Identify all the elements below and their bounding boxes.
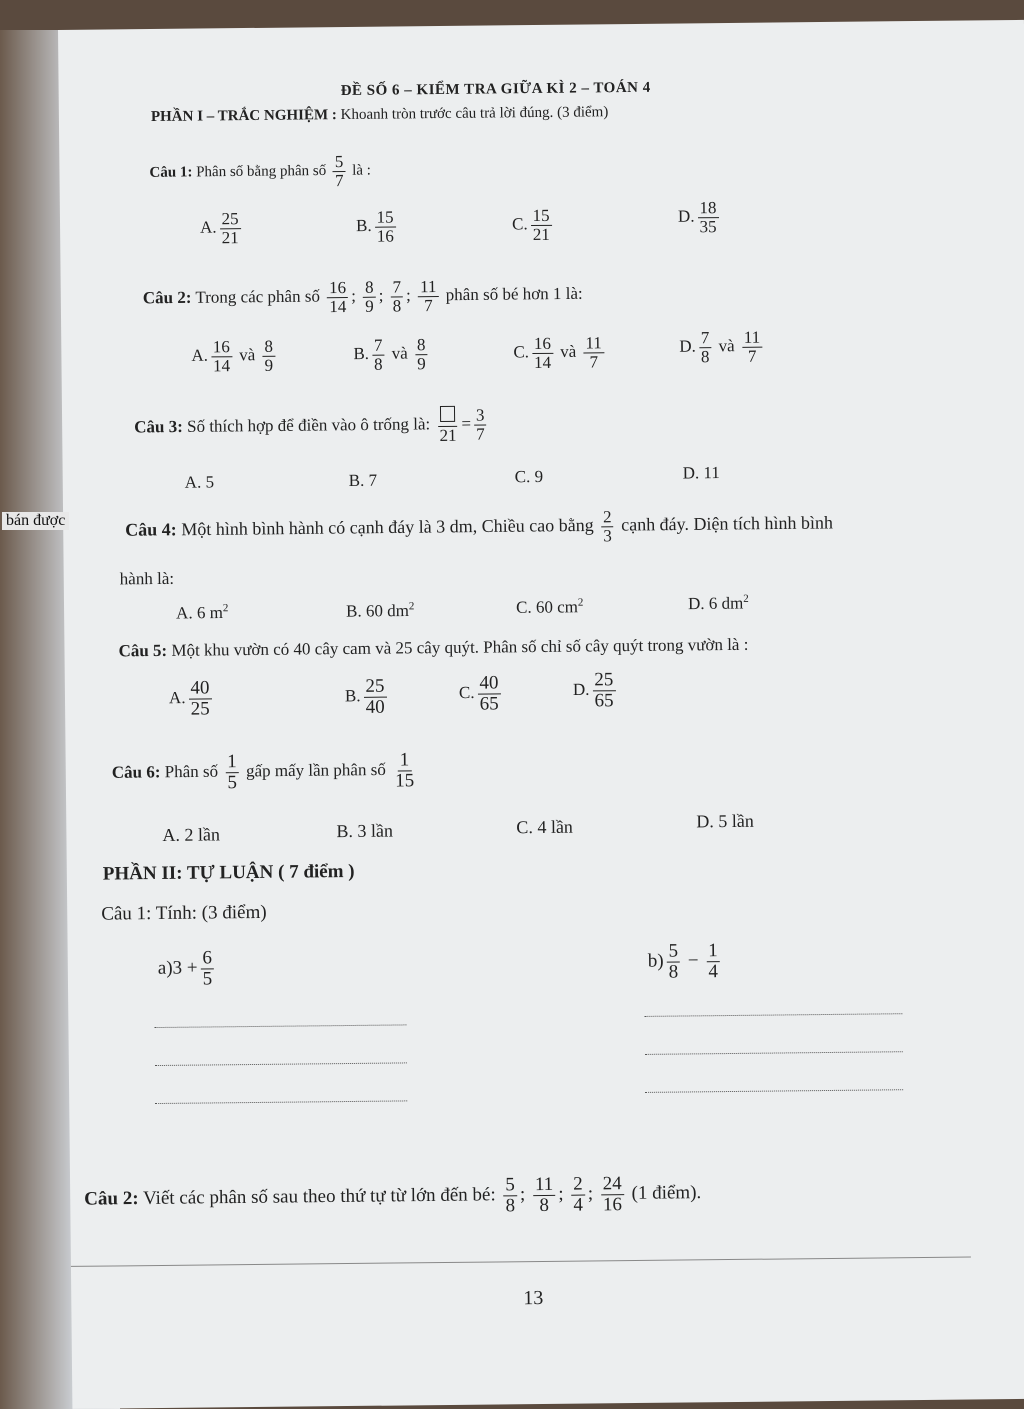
q4-option-b[interactable]: B. 60 $dm^2$ (346, 600, 415, 621)
q1-suffix: là : (352, 162, 371, 179)
q4-label: Câu 4: (125, 519, 177, 540)
q4-text-3: hành là: (119, 568, 175, 589)
q1-fraction: $\frac{5}{7}$ (334, 152, 344, 190)
q1-option-a[interactable]: A. $\frac{25}{21}$ (199, 209, 239, 248)
exam-sheet (58, 20, 1024, 1409)
page-number: 13 (523, 1286, 544, 1310)
q6-option-b[interactable]: B. 3 lần (336, 820, 394, 842)
c2-fraction-4: $\frac{24}{16}$ (602, 1173, 623, 1216)
q2-text: Trong các phân số (195, 286, 321, 307)
q1-option-d[interactable]: D. $\frac{18}{35}$ (677, 198, 717, 237)
part1-heading: PHẦN I – TRẮC NGHIỆM : (150, 107, 337, 126)
q6-text-2: gấp mấy lần phân số (245, 759, 386, 781)
c2-fraction-1: $\frac{5}{8}$ (505, 1174, 516, 1217)
q2-fraction-3: $\frac{7}{8}$ (392, 277, 402, 316)
part1-heading-line (151, 104, 609, 126)
part2-c2-text: Viết các phân số sau theo thứ tự từ lớn đến bé: (142, 1184, 496, 1209)
q2-option-b[interactable]: B. $\frac{7}{8}$ và $\frac{8}{9}$ (353, 335, 426, 374)
part2-c2-label: Câu 2: (84, 1188, 139, 1210)
q6-fraction-2: $\frac{1}{15}$ (395, 749, 415, 792)
part2-heading: PHẦN II: TỰ LUẬN ( 7 điểm ) (102, 860, 355, 885)
q3-rhs-fraction: $\frac{3}{7}$ (475, 405, 485, 444)
q4-option-d[interactable]: D. 6 $dm^2$ (687, 592, 749, 614)
exam-title: ĐỀ SỐ 6 – KIỂM TRA GIỮA KÌ 2 – TOÁN 4 (340, 79, 651, 100)
q5-stem (118, 635, 748, 662)
footer-rule (71, 1257, 971, 1267)
q5-option-c[interactable]: C. $\frac{40}{65}$ (458, 672, 499, 715)
q1-label: Câu 1: (149, 164, 193, 181)
q6-option-c[interactable]: C. 4 lần (516, 816, 573, 838)
q3-option-b[interactable]: B. 7 (348, 470, 378, 490)
c2-fraction-2: $\frac{11}{8}$ (533, 1175, 556, 1216)
blank-box[interactable] (440, 406, 455, 422)
q3-blank-fraction: 21 (437, 406, 458, 445)
q6-option-d[interactable]: D. 5 lần (696, 810, 754, 832)
q4-stem (125, 506, 833, 550)
part2-expr-a: a)3 + $\frac{6}{5}$ (157, 947, 213, 990)
part2-c2-suffix: (1 điểm). (631, 1182, 702, 1204)
margin-note: bán được (2, 512, 69, 530)
answer-line-b1[interactable] (644, 1013, 902, 1017)
q2-option-a[interactable]: A. $\frac{16}{14}$ và $\frac{8}{9}$ (191, 336, 274, 376)
part2-expr-b: b) $\frac{5}{8}$ − $\frac{1}{4}$ (647, 940, 719, 983)
q1-option-c[interactable]: C. $\frac{15}{21}$ (511, 205, 550, 244)
part2-c1-text: Tính: (3 điểm) (155, 901, 267, 925)
q1-option-b[interactable]: B. $\frac{15}{16}$ (355, 207, 394, 246)
q2-fraction-2: $\frac{8}{9}$ (364, 277, 374, 316)
q4-option-c[interactable]: C. 60 $cm^2$ (515, 596, 584, 617)
q4-fraction: $\frac{2}{3}$ (602, 507, 612, 546)
part2-c2-stem: Câu 2: Viết các phân số sau theo thứ tự từ lớn đến bé: $\frac{5}{8}$ ; $\frac{11}{8}$ ; $\frac{2}{4}$ ; $\frac{24}{16}$ (1 điểm). (84, 1173, 702, 1217)
q3-option-d[interactable]: D. 11 (682, 463, 720, 483)
q3-option-a[interactable]: A. 5 (184, 472, 215, 492)
q5-option-d[interactable]: D. $\frac{25}{65}$ (572, 669, 614, 712)
q5-text: Một khu vườn có 40 cây cam và 25 cây quýt. Phân số chỉ số cây quýt trong vườn là : (171, 634, 749, 660)
part1-instruction: Khoanh tròn trước câu trả lời đúng. (3 điểm) (340, 104, 609, 124)
q6-text: Phân số (164, 761, 219, 782)
q4-option-a[interactable]: A. 6 $m^2$ (176, 602, 229, 623)
q6-fraction-1: $\frac{1}{5}$ (227, 751, 238, 794)
q5-label: Câu 5: (118, 640, 168, 661)
q5-option-b[interactable]: B. $\frac{25}{40}$ (344, 675, 385, 718)
q2-suffix: phân số bé hơn 1 là: (445, 283, 583, 305)
q6-option-a[interactable]: A. 2 lần (162, 824, 221, 845)
q5-option-a[interactable]: A. $\frac{40}{25}$ (168, 677, 210, 720)
q3-stem: Câu 3: Số thích hợp để điền vào ô trống là: 21 = $\frac{3}{7}$ (134, 405, 485, 445)
answer-line-b3[interactable] (645, 1089, 903, 1093)
answer-line-a1[interactable] (154, 1024, 406, 1028)
q4-text-2: cạnh đáy. Diện tích hình bình (621, 512, 834, 535)
q2-fraction-1: $\frac{16}{14}$ (328, 277, 347, 317)
q2-option-d[interactable]: D. $\frac{7}{8}$ và $\frac{11}{7}$ (679, 329, 765, 367)
q2-label: Câu 2: (142, 287, 192, 308)
q3-option-c[interactable]: C. 9 (514, 466, 544, 487)
q2-stem: Câu 2: Trong các phân số $\frac{16}{14}$ ; $\frac{8}{9}$ ; $\frac{7}{8}$ ; $\frac{11}{7}$ phân số bé hơn 1 là: (142, 277, 583, 317)
q1-text: Phân số bằng phân số (196, 162, 327, 181)
q6-stem (112, 750, 420, 794)
q3-label: Câu 3: (134, 416, 183, 437)
q1-stem (149, 153, 371, 192)
part2-c1-label: Câu 1: (101, 903, 152, 925)
answer-line-b2[interactable] (645, 1051, 903, 1055)
part2-c1-stem (101, 902, 267, 926)
answer-line-a2[interactable] (155, 1062, 407, 1066)
answer-line-a3[interactable] (155, 1100, 407, 1104)
c2-fraction-3: $\frac{2}{4}$ (573, 1173, 584, 1216)
q6-label: Câu 6: (111, 762, 161, 782)
q2-fraction-4: $\frac{11}{7}$ (418, 278, 439, 315)
q4-text: Một hình bình hành có cạnh đáy là 3 dm, Chiều cao bằng (181, 514, 594, 540)
q3-text: Số thích hợp để điền vào ô trống là: (186, 414, 431, 436)
q2-option-c[interactable]: C. $\frac{16}{14}$ và $\frac{11}{7}$ (513, 334, 607, 372)
